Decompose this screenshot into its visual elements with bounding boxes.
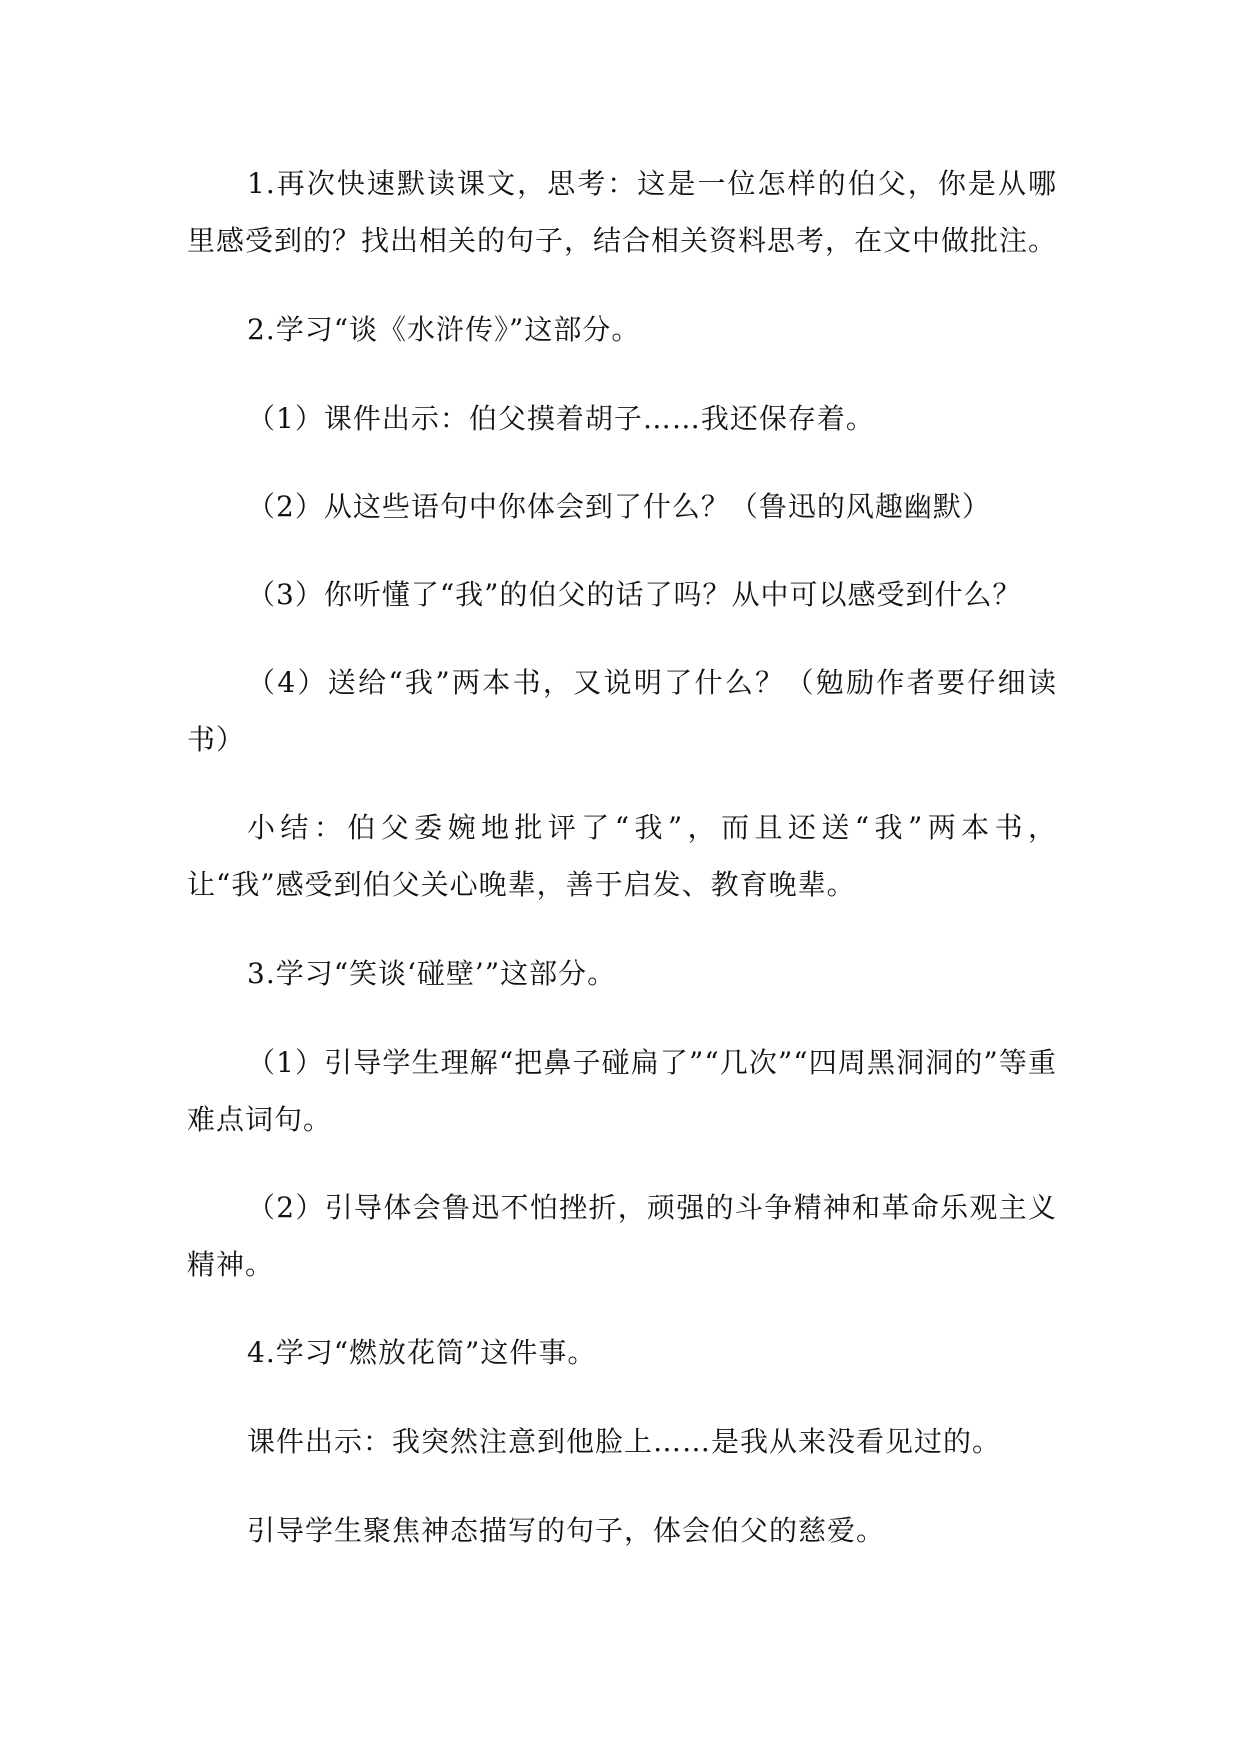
paragraph-step-2-item-4: （4）送给“我”两本书，又说明了什么？（勉励作者要仔细读书） xyxy=(187,666,1057,756)
paragraph-step-4-guide: 引导学生聚焦神态描写的句子，体会伯父的慈爱。 xyxy=(247,1514,886,1547)
paragraph-step-2-item-2: （2）从这些语句中你体会到了什么？（鲁迅的风趣幽默） xyxy=(247,490,991,523)
paragraph-step-1: 1.再次快速默读课文，思考：这是一位怎样的伯父，你是从哪里感受到的？找出相关的句子，结合相关资料思考，在文中做批注。 xyxy=(187,167,1058,257)
paragraph-step-2-heading: 2.学习“谈《水浒传》”这部分。 xyxy=(247,313,641,346)
paragraph-step-3-item-1: （1）引导学生理解“把鼻子碰扁了”“几次”“四周黑洞洞的”等重难点词句。 xyxy=(187,1046,1057,1136)
document-body xyxy=(187,155,1057,1591)
paragraph-summary: 小结：伯父委婉地批评了“我”，而且还送“我”两本书，让“我”感受到伯父关心晚辈，善于启发、教育晚辈。 xyxy=(187,811,1057,901)
paragraph-step-4-slide: 课件出示：我突然注意到他脸上……是我从来没看见过的。 xyxy=(247,1425,1002,1458)
paragraph-step-3-heading: 3.学习“笑谈‘碰壁’”这部分。 xyxy=(247,957,617,990)
paragraph-step-2-item-1: （1）课件出示：伯父摸着胡子……我还保存着。 xyxy=(247,402,875,435)
paragraph-step-3-item-2: （2）引导体会鲁迅不怕挫折，顽强的斗争精神和革命乐观主义精神。 xyxy=(187,1191,1057,1281)
paragraph-step-4-heading: 4.学习“燃放花筒”这件事。 xyxy=(247,1336,597,1369)
paragraph-step-2-item-3: （3）你听懂了“我”的伯父的话了吗？从中可以感受到什么？ xyxy=(247,578,1022,611)
